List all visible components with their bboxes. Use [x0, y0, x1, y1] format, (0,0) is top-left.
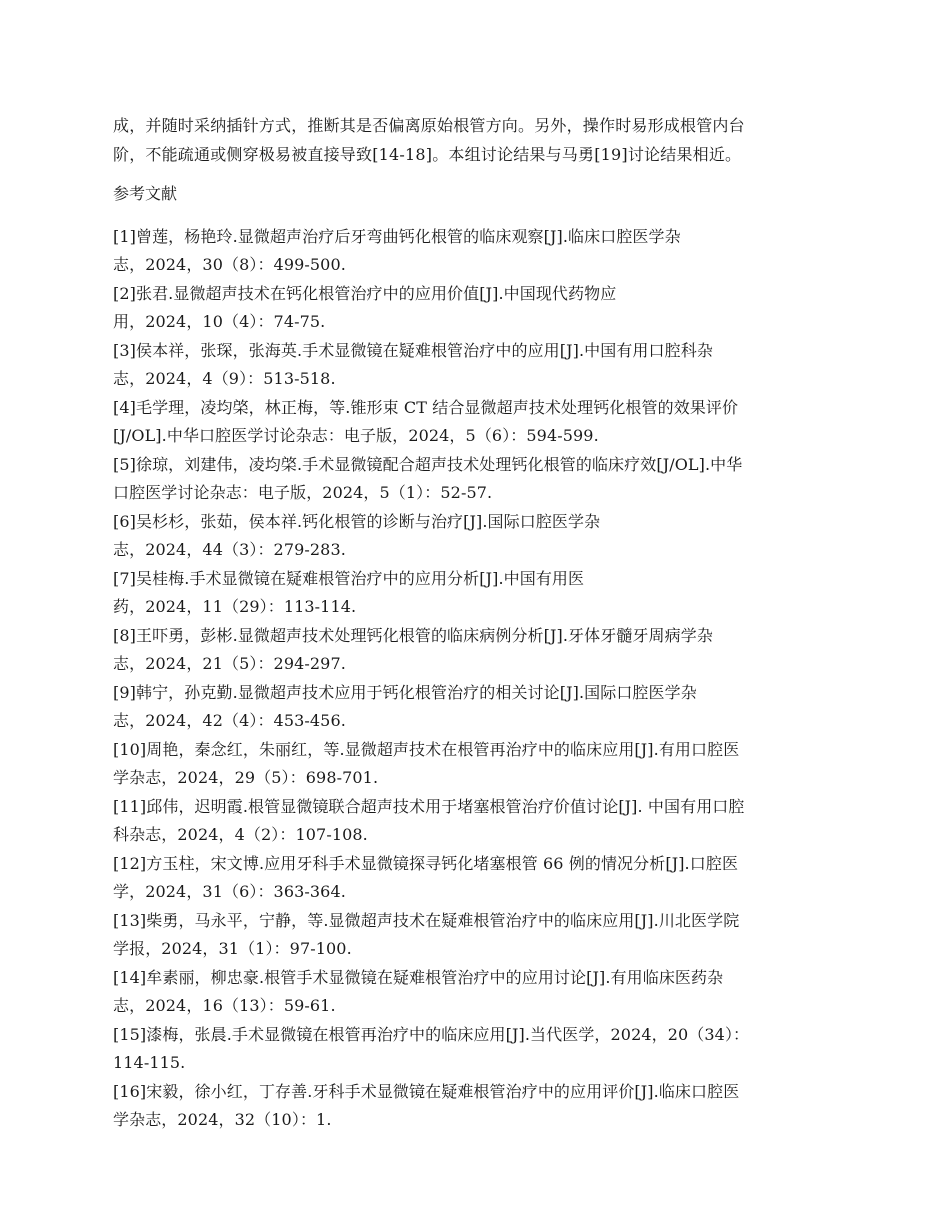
reference-item — [113, 223, 838, 280]
reference-item — [113, 1078, 838, 1135]
reference-line-2: 114-115. — [113, 1053, 186, 1072]
reference-item — [113, 1021, 838, 1078]
reference-line-1: [1]曾莲，杨艳玲.显微超声治疗后牙弯曲钙化根管的临床观察[J].临床口腔医学杂 — [113, 226, 681, 246]
reference-line-2: 学杂志，2024，32（10）：1. — [113, 1110, 332, 1129]
reference-item — [113, 622, 838, 679]
reference-line-1: [13]柴勇，马永平，宁静，等.显微超声技术在疑难根管治疗中的临床应用[J].川北医学院 — [113, 910, 740, 930]
reference-item — [113, 736, 838, 793]
reference-line-1: [5]徐琼，刘建伟，凌均棨.手术显微镜配合超声技术处理钙化根管的临床疗效[J/OL].中华 — [113, 454, 743, 474]
reference-line-2: 药，2024，11（29）：113-114. — [113, 597, 357, 616]
reference-item — [113, 451, 838, 508]
reference-line-2: 志，2024，30（8）：499-500. — [113, 255, 346, 274]
reference-item — [113, 280, 838, 337]
reference-line-2: 学，2024，31（6）：363-364. — [113, 882, 346, 901]
reference-line-1: [9]韩宁，孙克勤.显微超声技术应用于钙化根管治疗的相关讨论[J].国际口腔医学杂 — [113, 682, 697, 702]
reference-line-1: [4]毛学理，凌均棨，林正梅，等.锥形束 CT 结合显微超声技术处理钙化根管的效果评价 — [113, 397, 739, 417]
references-list — [113, 223, 838, 1135]
reference-line-2: [J/OL].中华口腔医学讨论杂志：电子版，2024，5（6）：594-599. — [113, 426, 599, 445]
reference-line-2: 志，2024，44（3）：279-283. — [113, 540, 346, 559]
reference-item — [113, 508, 838, 565]
reference-line-2: 学报，2024，31（1）：97-100. — [113, 939, 352, 958]
reference-line-1: [11]邱伟，迟明霞.根管显微镜联合超声技术用于堵塞根管治疗价值讨论[J]. 中国有用口腔 — [113, 796, 745, 816]
reference-item — [113, 565, 838, 622]
reference-line-2: 志，2024，16（13）：59-61. — [113, 996, 336, 1015]
references-heading: 参考文献 — [113, 184, 178, 203]
reference-line-2: 志，2024，4（9）：513-518. — [113, 369, 336, 388]
document-page — [113, 112, 838, 1135]
reference-item — [113, 679, 838, 736]
reference-line-1: [16]宋毅，徐小红，丁存善.牙科手术显微镜在疑难根管治疗中的应用评价[J].临床口腔医 — [113, 1081, 740, 1101]
reference-line-1: [7]吴桂梅.手术显微镜在疑难根管治疗中的应用分析[J].中国有用医 — [113, 568, 585, 588]
reference-line-1: [15]漆梅，张晨.手术显微镜在根管再治疗中的临床应用[J].当代医学，2024，20（34）： — [113, 1024, 750, 1044]
reference-line-1: [14]牟素丽，柳忠豪.根管手术显微镜在疑难根管治疗中的应用讨论[J].有用临床医药杂 — [113, 967, 724, 987]
reference-item — [113, 850, 838, 907]
reference-item — [113, 394, 838, 451]
reference-line-2: 志，2024，42（4）：453-456. — [113, 711, 346, 730]
intro-line-1: 成，并随时采纳插针方式，推断其是否偏离原始根管方向。另外，操作时易形成根管内台 — [113, 116, 745, 135]
reference-line-2: 学杂志，2024，29（5）：698-701. — [113, 768, 379, 787]
reference-line-1: [2]张君.显微超声技术在钙化根管治疗中的应用价值[J].中国现代药物应 — [113, 283, 617, 303]
intro-line-2: 阶，不能疏通或侧穿极易被直接导致[14-18]。本组讨论结果与马勇[19]讨论结果相近。 — [113, 144, 742, 164]
reference-line-1: [8]王吓勇，彭彬.显微超声技术处理钙化根管的临床病例分析[J].牙体牙髓牙周病学杂 — [113, 625, 713, 645]
reference-line-2: 科杂志，2024，4（2）：107-108. — [113, 825, 368, 844]
reference-item — [113, 337, 838, 394]
intro-paragraph — [113, 112, 838, 169]
reference-item — [113, 907, 838, 964]
reference-item — [113, 964, 838, 1021]
reference-item — [113, 793, 838, 850]
reference-line-1: [10]周艳，秦念红，朱丽红，等.显微超声技术在根管再治疗中的临床应用[J].有用口腔医 — [113, 739, 740, 759]
reference-line-2: 用，2024，10（4）：74-75. — [113, 312, 326, 331]
reference-line-1: [6]吴杉杉，张茹，侯本祥.钙化根管的诊断与治疗[J].国际口腔医学杂 — [113, 511, 601, 531]
reference-line-2: 志，2024，21（5）：294-297. — [113, 654, 346, 673]
reference-line-1: [12]方玉柱，宋文博.应用牙科手术显微镜探寻钙化堵塞根管 66 例的情况分析[J].口腔医 — [113, 853, 739, 873]
reference-line-1: [3]侯本祥，张琛，张海英.手术显微镜在疑难根管治疗中的应用[J].中国有用口腔科杂 — [113, 340, 713, 360]
reference-line-2: 口腔医学讨论杂志：电子版，2024，5（1）：52-57. — [113, 483, 493, 502]
